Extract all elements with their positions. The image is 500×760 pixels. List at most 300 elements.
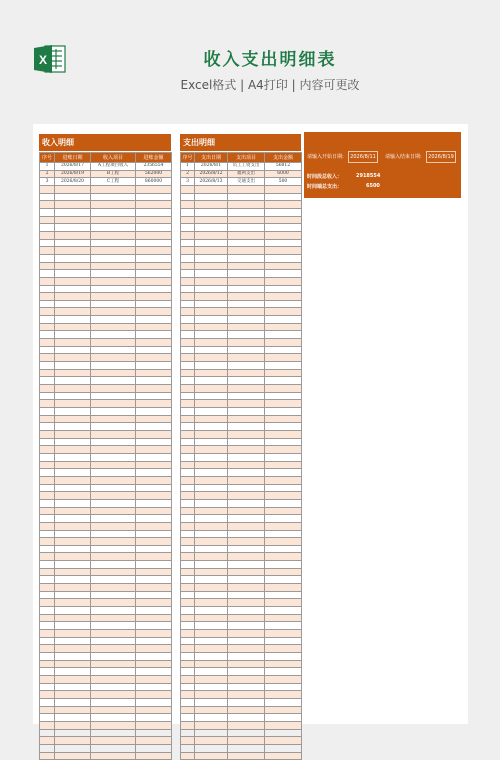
income-cell[interactable] bbox=[136, 293, 172, 301]
expense-cell[interactable] bbox=[265, 683, 302, 691]
expense-cell[interactable] bbox=[265, 185, 302, 193]
income-cell[interactable] bbox=[91, 385, 136, 393]
income-cell[interactable] bbox=[40, 584, 55, 592]
expense-cell[interactable] bbox=[195, 392, 228, 400]
income-cell[interactable] bbox=[55, 599, 91, 607]
expense-cell[interactable] bbox=[195, 231, 228, 239]
expense-cell[interactable] bbox=[228, 721, 265, 729]
expense-cell[interactable] bbox=[195, 591, 228, 599]
expense-cell[interactable]: 员工工资支出 bbox=[228, 163, 265, 171]
income-cell[interactable] bbox=[91, 423, 136, 431]
income-cell[interactable] bbox=[40, 515, 55, 523]
income-cell[interactable] bbox=[91, 400, 136, 408]
expense-cell[interactable] bbox=[195, 469, 228, 477]
expense-cell[interactable] bbox=[265, 331, 302, 339]
expense-cell[interactable] bbox=[181, 430, 195, 438]
expense-cell[interactable] bbox=[181, 208, 195, 216]
income-cell[interactable] bbox=[91, 476, 136, 484]
expense-cell[interactable] bbox=[265, 637, 302, 645]
income-cell[interactable] bbox=[136, 691, 172, 699]
expense-cell[interactable] bbox=[181, 308, 195, 316]
expense-cell[interactable] bbox=[195, 637, 228, 645]
income-cell[interactable] bbox=[40, 300, 55, 308]
income-cell[interactable] bbox=[136, 239, 172, 247]
income-cell[interactable] bbox=[40, 622, 55, 630]
expense-cell[interactable] bbox=[195, 515, 228, 523]
income-cell[interactable] bbox=[91, 193, 136, 201]
income-cell[interactable] bbox=[40, 185, 55, 193]
expense-cell[interactable] bbox=[265, 469, 302, 477]
income-cell[interactable] bbox=[40, 698, 55, 706]
expense-cell[interactable] bbox=[181, 683, 195, 691]
expense-cell[interactable] bbox=[181, 231, 195, 239]
expense-cell[interactable] bbox=[228, 599, 265, 607]
income-cell[interactable] bbox=[40, 362, 55, 370]
expense-cell[interactable] bbox=[228, 300, 265, 308]
income-cell[interactable] bbox=[55, 675, 91, 683]
expense-cell[interactable] bbox=[181, 216, 195, 224]
expense-cell[interactable] bbox=[265, 576, 302, 584]
expense-col-header[interactable]: 支出日期 bbox=[195, 153, 228, 163]
expense-cell[interactable] bbox=[181, 293, 195, 301]
expense-cell[interactable] bbox=[228, 408, 265, 416]
expense-cell[interactable] bbox=[195, 545, 228, 553]
income-cell[interactable] bbox=[91, 568, 136, 576]
income-cell[interactable] bbox=[40, 247, 55, 255]
expense-cell[interactable] bbox=[195, 714, 228, 722]
income-cell[interactable] bbox=[91, 492, 136, 500]
expense-cell[interactable] bbox=[181, 239, 195, 247]
income-cell[interactable] bbox=[136, 752, 172, 760]
income-cell[interactable] bbox=[55, 698, 91, 706]
expense-cell[interactable] bbox=[265, 461, 302, 469]
expense-cell[interactable] bbox=[181, 744, 195, 752]
expense-cell[interactable] bbox=[181, 453, 195, 461]
income-cell[interactable] bbox=[136, 270, 172, 278]
income-cell[interactable]: 1 bbox=[40, 163, 55, 171]
income-cell[interactable] bbox=[55, 622, 91, 630]
expense-cell[interactable] bbox=[181, 706, 195, 714]
income-cell[interactable] bbox=[40, 653, 55, 661]
income-cell[interactable] bbox=[91, 323, 136, 331]
expense-cell[interactable] bbox=[195, 752, 228, 760]
income-cell[interactable] bbox=[136, 247, 172, 255]
expense-cell[interactable] bbox=[181, 698, 195, 706]
expense-cell[interactable] bbox=[265, 645, 302, 653]
income-cell[interactable] bbox=[91, 201, 136, 209]
expense-cell[interactable] bbox=[265, 706, 302, 714]
expense-cell[interactable] bbox=[195, 300, 228, 308]
income-cell[interactable] bbox=[40, 714, 55, 722]
expense-cell[interactable] bbox=[265, 607, 302, 615]
income-cell[interactable] bbox=[91, 415, 136, 423]
expense-cell[interactable] bbox=[228, 316, 265, 324]
income-cell[interactable] bbox=[91, 438, 136, 446]
expense-cell[interactable] bbox=[195, 630, 228, 638]
income-cell[interactable] bbox=[136, 653, 172, 661]
income-cell[interactable] bbox=[55, 706, 91, 714]
expense-cell[interactable] bbox=[265, 193, 302, 201]
expense-cell[interactable] bbox=[181, 721, 195, 729]
income-cell[interactable]: 2026/8/17 bbox=[55, 163, 91, 171]
expense-cell[interactable] bbox=[228, 607, 265, 615]
expense-cell[interactable] bbox=[195, 584, 228, 592]
expense-cell[interactable] bbox=[181, 193, 195, 201]
income-cell[interactable] bbox=[136, 262, 172, 270]
income-cell[interactable] bbox=[91, 499, 136, 507]
expense-cell[interactable] bbox=[181, 591, 195, 599]
expense-col-header[interactable]: 序号 bbox=[182, 154, 193, 161]
expense-cell[interactable] bbox=[228, 385, 265, 393]
expense-cell[interactable] bbox=[181, 675, 195, 683]
income-cell[interactable]: 3 bbox=[40, 178, 55, 186]
expense-cell[interactable] bbox=[265, 453, 302, 461]
income-cell[interactable] bbox=[91, 339, 136, 347]
expense-cell[interactable] bbox=[195, 208, 228, 216]
expense-cell[interactable] bbox=[228, 653, 265, 661]
expense-cell[interactable] bbox=[195, 239, 228, 247]
expense-cell[interactable] bbox=[195, 576, 228, 584]
income-cell[interactable] bbox=[136, 476, 172, 484]
income-cell[interactable] bbox=[55, 630, 91, 638]
expense-cell[interactable] bbox=[195, 484, 228, 492]
expense-cell[interactable] bbox=[195, 561, 228, 569]
expense-cell[interactable] bbox=[181, 415, 195, 423]
expense-cell[interactable] bbox=[195, 316, 228, 324]
income-cell[interactable] bbox=[91, 691, 136, 699]
income-cell[interactable] bbox=[40, 262, 55, 270]
income-cell[interactable] bbox=[91, 553, 136, 561]
income-cell[interactable] bbox=[40, 530, 55, 538]
income-cell[interactable] bbox=[55, 584, 91, 592]
expense-cell[interactable] bbox=[265, 660, 302, 668]
expense-cell[interactable] bbox=[181, 392, 195, 400]
income-cell[interactable] bbox=[55, 515, 91, 523]
expense-cell[interactable] bbox=[228, 714, 265, 722]
expense-cell[interactable] bbox=[265, 614, 302, 622]
expense-cell[interactable] bbox=[181, 446, 195, 454]
expense-cell[interactable] bbox=[228, 208, 265, 216]
expense-cell[interactable] bbox=[265, 515, 302, 523]
income-cell[interactable] bbox=[40, 430, 55, 438]
income-cell[interactable] bbox=[55, 308, 91, 316]
expense-cell[interactable] bbox=[265, 316, 302, 324]
income-cell[interactable] bbox=[40, 224, 55, 232]
income-cell[interactable] bbox=[136, 423, 172, 431]
income-cell[interactable] bbox=[91, 660, 136, 668]
expense-cell[interactable] bbox=[265, 538, 302, 546]
income-cell[interactable] bbox=[136, 185, 172, 193]
income-cell[interactable] bbox=[136, 362, 172, 370]
expense-cell[interactable] bbox=[228, 400, 265, 408]
income-cell[interactable] bbox=[136, 484, 172, 492]
expense-cell[interactable] bbox=[195, 339, 228, 347]
income-cell[interactable] bbox=[55, 293, 91, 301]
income-cell[interactable] bbox=[136, 377, 172, 385]
expense-cell[interactable] bbox=[181, 515, 195, 523]
income-cell[interactable] bbox=[40, 201, 55, 209]
expense-cell[interactable] bbox=[228, 614, 265, 622]
expense-cell[interactable] bbox=[265, 714, 302, 722]
expense-cell[interactable]: 500 bbox=[265, 178, 302, 186]
expense-cell[interactable] bbox=[195, 645, 228, 653]
income-cell[interactable] bbox=[55, 323, 91, 331]
expense-cell[interactable] bbox=[181, 530, 195, 538]
income-cell[interactable] bbox=[55, 507, 91, 515]
expense-cell[interactable] bbox=[181, 545, 195, 553]
income-cell[interactable] bbox=[136, 499, 172, 507]
expense-cell[interactable] bbox=[195, 408, 228, 416]
income-cell[interactable]: 562000 bbox=[136, 170, 172, 178]
income-cell[interactable] bbox=[55, 354, 91, 362]
income-cell[interactable] bbox=[55, 561, 91, 569]
income-cell[interactable] bbox=[55, 607, 91, 615]
expense-cell[interactable] bbox=[228, 568, 265, 576]
expense-cell[interactable] bbox=[181, 568, 195, 576]
expense-cell[interactable] bbox=[181, 346, 195, 354]
expense-cell[interactable] bbox=[181, 599, 195, 607]
income-cell[interactable] bbox=[91, 721, 136, 729]
income-cell[interactable] bbox=[40, 706, 55, 714]
income-cell[interactable] bbox=[40, 392, 55, 400]
income-cell[interactable] bbox=[55, 224, 91, 232]
expense-cell[interactable] bbox=[195, 285, 228, 293]
expense-cell[interactable] bbox=[228, 277, 265, 285]
expense-cell[interactable] bbox=[181, 622, 195, 630]
expense-cell[interactable] bbox=[195, 400, 228, 408]
expense-cell[interactable] bbox=[181, 630, 195, 638]
income-cell[interactable] bbox=[55, 400, 91, 408]
expense-cell[interactable] bbox=[228, 216, 265, 224]
income-cell[interactable] bbox=[136, 193, 172, 201]
income-cell[interactable] bbox=[136, 568, 172, 576]
income-cell[interactable] bbox=[40, 476, 55, 484]
income-cell[interactable] bbox=[91, 277, 136, 285]
expense-cell[interactable] bbox=[265, 354, 302, 362]
expense-cell[interactable] bbox=[228, 247, 265, 255]
expense-cell[interactable] bbox=[228, 262, 265, 270]
income-cell[interactable] bbox=[136, 729, 172, 737]
expense-cell[interactable] bbox=[228, 193, 265, 201]
income-cell[interactable] bbox=[136, 216, 172, 224]
income-cell[interactable] bbox=[136, 538, 172, 546]
income-cell[interactable] bbox=[91, 216, 136, 224]
expense-cell[interactable] bbox=[195, 522, 228, 530]
income-cell[interactable] bbox=[91, 185, 136, 193]
expense-cell[interactable] bbox=[265, 208, 302, 216]
expense-cell[interactable]: 2026/8/13 bbox=[195, 178, 228, 186]
income-cell[interactable] bbox=[55, 637, 91, 645]
start-date-input[interactable]: 2026/8/11 bbox=[348, 151, 378, 163]
income-cell[interactable] bbox=[55, 492, 91, 500]
income-cell[interactable] bbox=[55, 216, 91, 224]
expense-cell[interactable] bbox=[265, 568, 302, 576]
income-cell[interactable] bbox=[136, 331, 172, 339]
income-cell[interactable] bbox=[55, 438, 91, 446]
income-cell[interactable] bbox=[55, 576, 91, 584]
expense-cell[interactable] bbox=[265, 584, 302, 592]
income-cell[interactable]: 2026/8/20 bbox=[55, 178, 91, 186]
expense-cell[interactable] bbox=[265, 492, 302, 500]
expense-cell[interactable]: 2 bbox=[181, 170, 195, 178]
income-cell[interactable]: 2356554 bbox=[136, 163, 172, 171]
income-cell[interactable] bbox=[136, 530, 172, 538]
income-cell[interactable] bbox=[40, 607, 55, 615]
income-col-header[interactable]: 收入项目 bbox=[91, 153, 136, 163]
income-cell[interactable] bbox=[40, 423, 55, 431]
income-cell[interactable] bbox=[40, 561, 55, 569]
income-cell[interactable] bbox=[91, 530, 136, 538]
income-cell[interactable] bbox=[91, 668, 136, 676]
income-cell[interactable] bbox=[40, 507, 55, 515]
expense-cell[interactable] bbox=[228, 293, 265, 301]
income-cell[interactable] bbox=[40, 408, 55, 416]
expense-cell[interactable] bbox=[265, 737, 302, 745]
income-cell[interactable] bbox=[55, 614, 91, 622]
expense-cell[interactable] bbox=[265, 285, 302, 293]
income-cell[interactable] bbox=[40, 453, 55, 461]
expense-cell[interactable] bbox=[228, 645, 265, 653]
income-cell[interactable] bbox=[136, 599, 172, 607]
expense-cell[interactable] bbox=[228, 476, 265, 484]
expense-cell[interactable] bbox=[228, 201, 265, 209]
expense-cell[interactable] bbox=[228, 362, 265, 370]
income-cell[interactable] bbox=[91, 254, 136, 262]
income-cell[interactable] bbox=[136, 285, 172, 293]
income-cell[interactable] bbox=[136, 438, 172, 446]
expense-cell[interactable] bbox=[181, 385, 195, 393]
income-cell[interactable] bbox=[40, 599, 55, 607]
expense-cell[interactable] bbox=[181, 668, 195, 676]
expense-cell[interactable] bbox=[265, 339, 302, 347]
income-cell[interactable] bbox=[91, 630, 136, 638]
income-cell[interactable] bbox=[91, 714, 136, 722]
income-cell[interactable] bbox=[40, 354, 55, 362]
expense-cell[interactable] bbox=[228, 354, 265, 362]
income-cell[interactable]: 2026/8/19 bbox=[55, 170, 91, 178]
expense-cell[interactable] bbox=[228, 706, 265, 714]
income-cell[interactable] bbox=[91, 430, 136, 438]
expense-cell[interactable] bbox=[265, 423, 302, 431]
income-cell[interactable] bbox=[136, 461, 172, 469]
income-cell[interactable] bbox=[91, 622, 136, 630]
expense-cell[interactable] bbox=[265, 247, 302, 255]
income-cell[interactable] bbox=[136, 714, 172, 722]
expense-cell[interactable] bbox=[181, 285, 195, 293]
income-cell[interactable] bbox=[136, 415, 172, 423]
expense-cell[interactable] bbox=[181, 614, 195, 622]
income-cell[interactable] bbox=[136, 561, 172, 569]
expense-cell[interactable] bbox=[195, 270, 228, 278]
expense-cell[interactable] bbox=[265, 308, 302, 316]
expense-cell[interactable] bbox=[228, 752, 265, 760]
income-cell[interactable] bbox=[40, 538, 55, 546]
expense-cell[interactable] bbox=[228, 369, 265, 377]
income-cell[interactable] bbox=[136, 721, 172, 729]
income-cell[interactable] bbox=[40, 553, 55, 561]
income-cell[interactable] bbox=[40, 545, 55, 553]
income-cell[interactable] bbox=[55, 346, 91, 354]
expense-cell[interactable] bbox=[195, 530, 228, 538]
expense-cell[interactable] bbox=[195, 607, 228, 615]
income-cell[interactable] bbox=[136, 300, 172, 308]
income-cell[interactable] bbox=[136, 630, 172, 638]
income-cell[interactable] bbox=[91, 515, 136, 523]
income-cell[interactable] bbox=[40, 385, 55, 393]
income-cell[interactable] bbox=[136, 591, 172, 599]
income-cell[interactable] bbox=[136, 706, 172, 714]
expense-cell[interactable] bbox=[181, 492, 195, 500]
income-cell[interactable] bbox=[136, 637, 172, 645]
expense-cell[interactable] bbox=[228, 660, 265, 668]
expense-cell[interactable] bbox=[181, 438, 195, 446]
income-cell[interactable] bbox=[40, 446, 55, 454]
income-cell[interactable] bbox=[136, 231, 172, 239]
income-cell[interactable] bbox=[91, 224, 136, 232]
expense-cell[interactable] bbox=[195, 492, 228, 500]
expense-cell[interactable] bbox=[181, 185, 195, 193]
expense-cell[interactable] bbox=[228, 323, 265, 331]
income-cell[interactable] bbox=[55, 729, 91, 737]
income-cell[interactable] bbox=[91, 576, 136, 584]
income-cell[interactable] bbox=[55, 385, 91, 393]
expense-cell[interactable] bbox=[265, 499, 302, 507]
income-cell[interactable] bbox=[55, 744, 91, 752]
expense-cell[interactable] bbox=[195, 599, 228, 607]
income-cell[interactable] bbox=[136, 522, 172, 530]
income-cell[interactable] bbox=[136, 224, 172, 232]
expense-cell[interactable] bbox=[195, 185, 228, 193]
expense-cell[interactable] bbox=[228, 461, 265, 469]
expense-cell[interactable] bbox=[195, 331, 228, 339]
income-cell[interactable] bbox=[91, 239, 136, 247]
income-cell[interactable] bbox=[91, 446, 136, 454]
income-cell[interactable] bbox=[55, 331, 91, 339]
income-cell[interactable] bbox=[136, 744, 172, 752]
income-cell[interactable] bbox=[136, 354, 172, 362]
income-cell[interactable] bbox=[55, 430, 91, 438]
income-cell[interactable] bbox=[136, 737, 172, 745]
expense-cell[interactable] bbox=[265, 691, 302, 699]
income-cell[interactable] bbox=[55, 568, 91, 576]
expense-cell[interactable] bbox=[195, 653, 228, 661]
expense-cell[interactable] bbox=[228, 377, 265, 385]
income-cell[interactable] bbox=[55, 653, 91, 661]
expense-cell[interactable] bbox=[181, 201, 195, 209]
expense-cell[interactable] bbox=[228, 484, 265, 492]
income-cell[interactable] bbox=[40, 630, 55, 638]
income-cell[interactable] bbox=[55, 591, 91, 599]
expense-cell[interactable]: 56812 bbox=[265, 163, 302, 171]
expense-cell[interactable] bbox=[181, 645, 195, 653]
expense-cell[interactable] bbox=[265, 622, 302, 630]
expense-cell[interactable] bbox=[228, 507, 265, 515]
expense-cell[interactable] bbox=[181, 484, 195, 492]
expense-cell[interactable] bbox=[228, 561, 265, 569]
expense-cell[interactable] bbox=[265, 430, 302, 438]
expense-cell[interactable] bbox=[228, 415, 265, 423]
expense-cell[interactable] bbox=[195, 308, 228, 316]
income-cell[interactable] bbox=[91, 453, 136, 461]
income-cell[interactable] bbox=[91, 645, 136, 653]
income-cell[interactable] bbox=[55, 369, 91, 377]
expense-cell[interactable] bbox=[195, 262, 228, 270]
expense-cell[interactable] bbox=[195, 323, 228, 331]
income-cell[interactable] bbox=[91, 247, 136, 255]
income-cell[interactable] bbox=[136, 469, 172, 477]
expense-cell[interactable] bbox=[265, 216, 302, 224]
income-cell[interactable] bbox=[55, 538, 91, 546]
